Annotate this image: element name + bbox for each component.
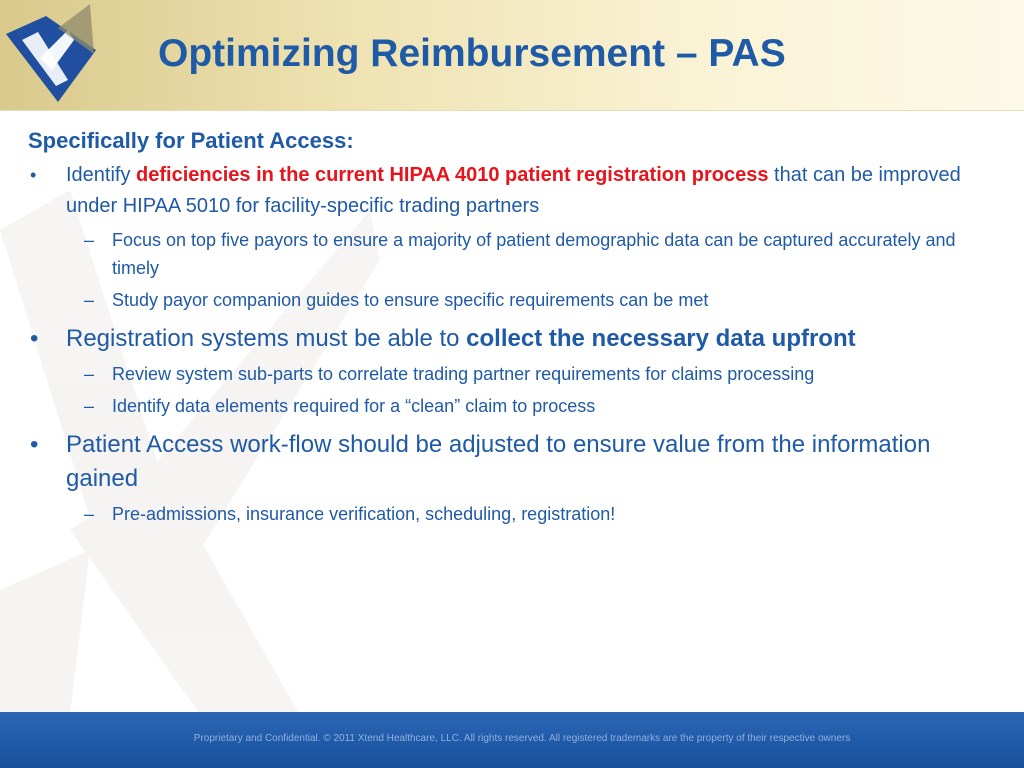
dash-mark: – bbox=[84, 504, 95, 524]
bullet-text: Identify bbox=[66, 164, 137, 186]
dash-mark: – bbox=[84, 396, 95, 416]
bullet-text: Patient Access work-flow should be adjusted to ensure value from the information gained bbox=[66, 431, 931, 492]
sub-bullet-text: Pre-admissions, insurance verification, scheduling, registration! bbox=[112, 504, 616, 524]
bullet-text: that can be improved under HIPAA 5010 for facility-specific trading partners bbox=[66, 164, 961, 217]
slide-header bbox=[0, 0, 1024, 111]
dash-mark: – bbox=[84, 230, 95, 250]
dash-mark: – bbox=[84, 364, 95, 384]
section-heading: Specifically for Patient Access: bbox=[28, 128, 354, 153]
xtend-x-logo-icon bbox=[0, 0, 130, 110]
bullet-text: Registration systems must be able to bbox=[66, 325, 467, 352]
sub-bullet-review-subparts bbox=[28, 360, 988, 388]
sub-bullet-pre-admissions bbox=[28, 500, 988, 528]
bullet-highlight: deficiencies in the current HIPAA 4010 patient registration process bbox=[136, 164, 769, 186]
bullet-registration-systems bbox=[28, 322, 988, 356]
sub-bullet-focus-payors bbox=[28, 226, 988, 282]
bullet-identify-deficiencies bbox=[28, 160, 988, 222]
sub-bullet-text: Study payor companion guides to ensure specific requirements can be met bbox=[112, 290, 709, 310]
copyright-text: Proprietary and Confidential. © 2011 Xtend Healthcare, LLC. All rights reserved. All registered trademarks are the property of their respective owners bbox=[193, 733, 851, 744]
slide-title: Optimizing Reimbursement – PAS bbox=[158, 32, 786, 75]
slide-footer bbox=[0, 712, 1024, 768]
slide-content bbox=[28, 128, 988, 528]
bullet-mark: • bbox=[30, 165, 37, 185]
sub-bullet-text: Identify data elements required for a “clean” claim to process bbox=[112, 396, 596, 416]
dash-mark: – bbox=[84, 290, 95, 310]
sub-bullet-text: Focus on top five payors to ensure a majority of patient demographic data can be captured accurately and timely bbox=[112, 230, 956, 278]
bullet-workflow bbox=[28, 428, 988, 496]
sub-bullet-text: Review system sub-parts to correlate trading partner requirements for claims processing bbox=[112, 364, 815, 384]
bullet-mark: • bbox=[30, 325, 39, 352]
sub-bullet-companion-guides bbox=[28, 286, 988, 314]
bullet-highlight: collect the necessary data upfront bbox=[466, 325, 856, 352]
bullet-mark: • bbox=[30, 431, 39, 458]
sub-bullet-data-elements bbox=[28, 392, 988, 420]
